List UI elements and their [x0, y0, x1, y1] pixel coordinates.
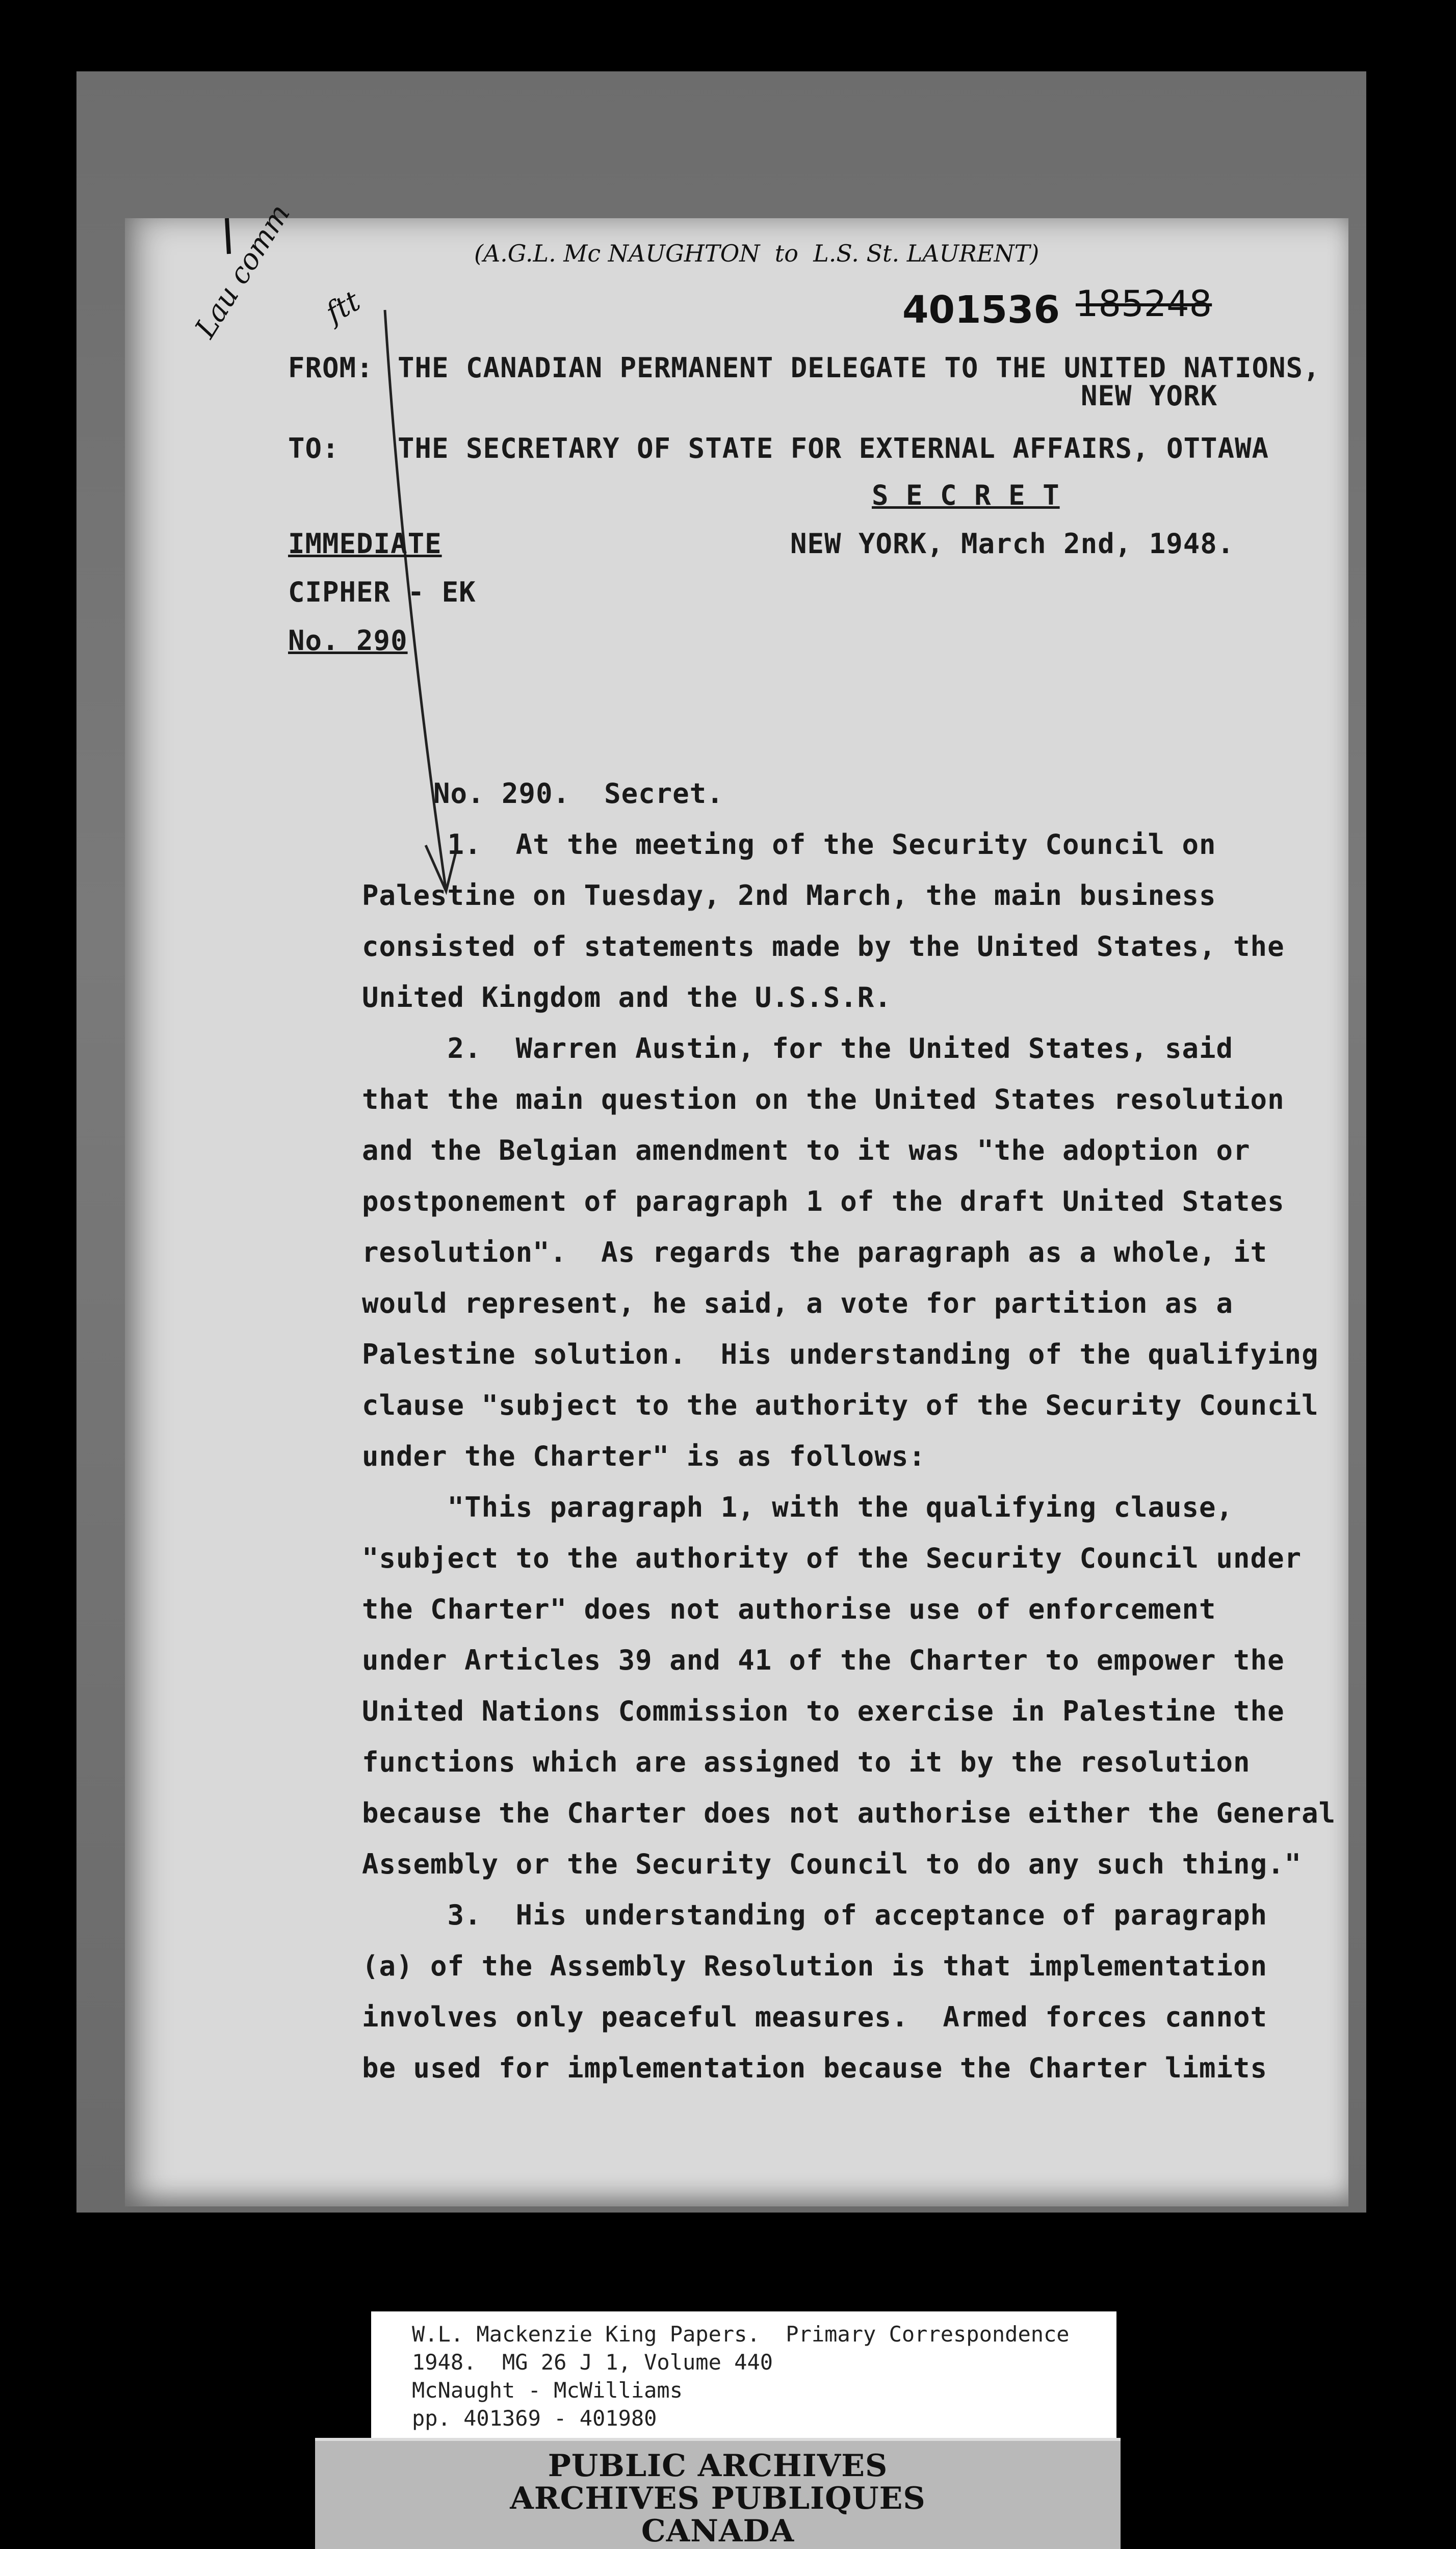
body-line: functions which are assigned to it by the resolution — [362, 1746, 1251, 1778]
body-line: postponement of paragraph 1 of the draft United States — [362, 1185, 1285, 1217]
body-line: resolution". As regards the paragraph as a whole, it — [362, 1236, 1268, 1268]
from-text: THE CANADIAN PERMANENT DELEGATE TO THE UNITED NATIONS, — [398, 352, 1320, 384]
body-line: United Kingdom and the U.S.S.R. — [362, 981, 892, 1013]
body-line: 2. Warren Austin, for the United States, said — [362, 1032, 1234, 1064]
to-label: TO: — [288, 432, 340, 464]
banner-line: CANADA — [641, 2513, 795, 2549]
banner-line: PUBLIC ARCHIVES — [548, 2448, 888, 2484]
body-line: because the Charter does not authorise either the General — [362, 1797, 1336, 1829]
body-line: be used for implementation because the Charter limits — [362, 2052, 1268, 2084]
archive-label — [371, 2311, 1116, 2440]
from-text-2: NEW YORK — [1081, 380, 1218, 412]
place-date: NEW YORK, March 2nd, 1948. — [790, 528, 1235, 560]
pencil-margin-line — [120, 218, 528, 932]
body-line: under Articles 39 and 41 of the Charter to empower the — [362, 1644, 1285, 1676]
margin-note-1: Lau comm — [189, 198, 297, 344]
body-line: Palestine solution. His understanding of the qualifying — [362, 1338, 1319, 1370]
body-line: and the Belgian amendment to it was "the adoption or — [362, 1134, 1251, 1166]
body-line: that the main question on the United States resolution — [362, 1083, 1285, 1115]
body-line: 3. His understanding of acceptance of paragraph — [362, 1899, 1268, 1931]
body-line: Assembly or the Security Council to do any such thing." — [362, 1848, 1302, 1880]
to-text: THE SECRETARY OF STATE FOR EXTERNAL AFFAIRS, OTTAWA — [398, 432, 1269, 464]
body-line: (a) of the Assembly Resolution is that implementation — [362, 1950, 1268, 1982]
archive-label-line: McNaught - McWilliams — [412, 2378, 683, 2403]
body-line: involves only peaceful measures. Armed forces cannot — [362, 2001, 1268, 2033]
body-line: 1. At the meeting of the Security Council on — [362, 828, 1216, 861]
from-label: FROM: — [288, 352, 374, 384]
body-line: under the Charter" is as follows: — [362, 1440, 926, 1472]
archive-label-line: 1948. MG 26 J 1, Volume 440 — [412, 2350, 773, 2375]
body-line: consisted of statements made by the United States, the — [362, 930, 1285, 963]
body-line: would represent, he said, a vote for partition as a — [362, 1287, 1234, 1319]
document-number: 401536 — [902, 288, 1060, 332]
old-document-number: 185248 — [1076, 283, 1212, 325]
margin-note-2: ftt — [320, 284, 366, 330]
body-line: No. 290. Secret. — [433, 777, 724, 810]
priority-label: IMMEDIATE — [288, 528, 442, 560]
archive-label-line: W.L. Mackenzie King Papers. Primary Correspondence — [412, 2322, 1070, 2347]
archive-banner — [315, 2438, 1121, 2549]
body-line: "This paragraph 1, with the qualifying clause, — [362, 1491, 1234, 1523]
handwritten-header: (A.G.L. Mc NAUGHTON to L.S. St. LAURENT) — [474, 240, 1039, 267]
body-line: United Nations Commission to exercise in Palestine the — [362, 1695, 1285, 1727]
body-line: the Charter" does not authorise use of enforcement — [362, 1593, 1216, 1625]
classification: S E C R E T — [872, 479, 1060, 511]
archive-label-line: pp. 401369 - 401980 — [412, 2406, 657, 2431]
cipher-label: CIPHER - EK — [288, 576, 476, 608]
body-line: clause "subject to the authority of the Security Council — [362, 1389, 1319, 1421]
banner-line: ARCHIVES PUBLIQUES — [510, 2481, 926, 2516]
body-line: "subject to the authority of the Security Council under — [362, 1542, 1302, 1574]
telegram-number: No. 290 — [288, 625, 408, 657]
body-line: Palestine on Tuesday, 2nd March, the main business — [362, 879, 1216, 912]
